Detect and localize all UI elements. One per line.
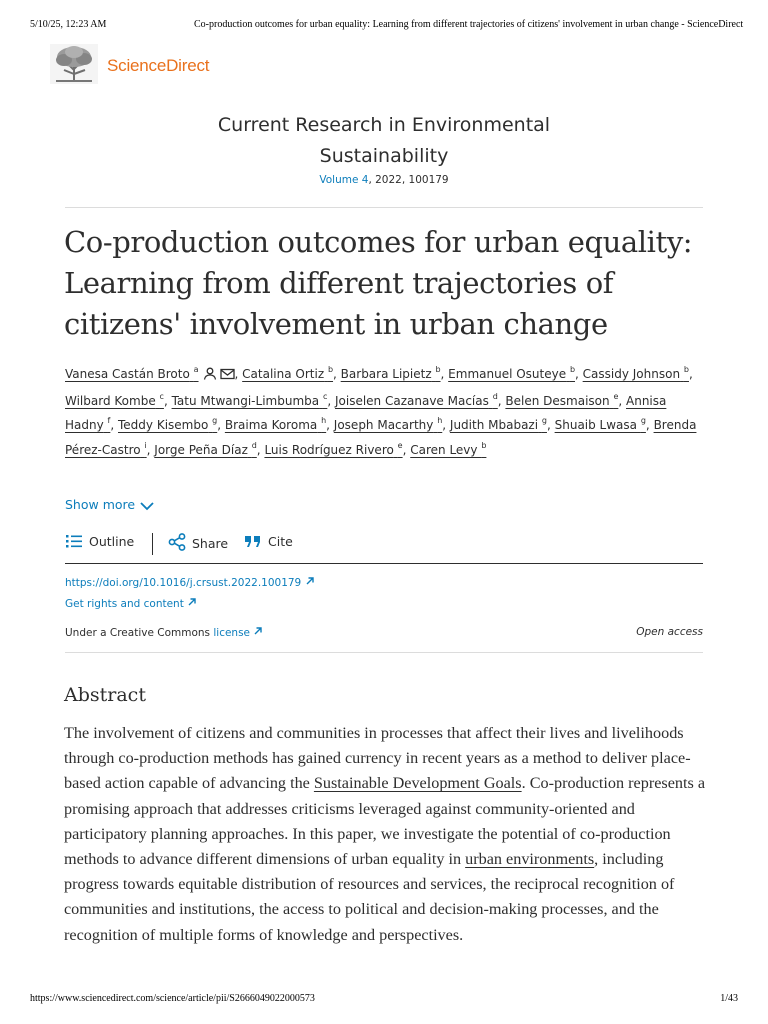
external-link-icon [253, 626, 263, 636]
divider [65, 207, 703, 208]
author-name: Braima Koroma [224, 418, 318, 432]
author-separator: , [440, 367, 449, 381]
urban-environments-link[interactable]: urban environments [465, 850, 595, 869]
author-separator: , [442, 418, 450, 432]
sdg-link[interactable]: Sustainable Development Goals [313, 774, 522, 793]
affiliation-marker: g [541, 416, 547, 425]
journal-title-line2: Sustainability [319, 145, 449, 167]
author-link[interactable] [334, 391, 498, 408]
author-separator: , [110, 418, 118, 432]
affiliation-marker: d [492, 391, 498, 401]
rights-text: Get rights and content [65, 598, 184, 610]
list-icon [65, 533, 83, 549]
print-page-number: 1/43 [720, 993, 738, 1004]
affiliation-marker: f [107, 416, 111, 425]
journal-title-line1: Current Research in Environmental [217, 114, 551, 136]
doi-text: https://doi.org/10.1016/j.crsust.2022.100179 [65, 577, 302, 589]
author-separator: , [256, 442, 265, 457]
license-prefix: Under a Creative Commons [65, 627, 214, 639]
print-header [30, 19, 742, 33]
author-link[interactable] [264, 440, 403, 457]
share-label: Share [192, 536, 229, 551]
abstract-heading: Abstract [64, 684, 146, 706]
author-name: Cassidy Johnson [582, 367, 681, 381]
toolbar-separator [152, 533, 153, 555]
doi-link[interactable] [65, 576, 315, 589]
show-more-button[interactable] [65, 497, 154, 512]
author-link[interactable] [341, 367, 441, 381]
affiliation-marker: g [212, 416, 218, 425]
license-info [65, 626, 263, 639]
author-link[interactable] [65, 391, 164, 408]
author-name: Vanesa Castán Broto [65, 367, 190, 381]
author-icons [199, 364, 235, 389]
author-separator: , [546, 418, 555, 432]
rights-link[interactable] [65, 597, 197, 610]
author-separator: , [402, 442, 411, 457]
chevron-down-icon [140, 501, 154, 511]
author-link[interactable] [242, 367, 333, 381]
author-name: Annisa Hadny [65, 393, 667, 432]
share-icon [168, 533, 186, 551]
author-separator: , [688, 367, 693, 381]
author-separator: , [163, 393, 172, 408]
volume-info [0, 174, 768, 186]
affiliation-marker: b [435, 365, 441, 374]
affiliation-marker: b [327, 365, 334, 374]
author-separator: , [575, 367, 583, 381]
author-link[interactable] [118, 418, 217, 432]
quote-icon [244, 533, 262, 549]
affiliation-marker: c [322, 391, 328, 401]
affiliation-marker: g [640, 416, 646, 425]
author-link[interactable] [154, 440, 257, 457]
author-separator: , [146, 442, 155, 457]
author-name: Barbara Lipietz [340, 367, 432, 381]
author-link[interactable] [171, 391, 328, 408]
author-link[interactable] [505, 391, 619, 408]
envelope-icon [220, 368, 235, 380]
author-link[interactable] [65, 367, 235, 381]
elsevier-tree-icon [50, 44, 98, 84]
author-separator: , [645, 418, 654, 432]
outline-button[interactable] [65, 533, 134, 549]
author-name: Emmanuel Osuteye [448, 367, 567, 381]
affiliation-marker: e [613, 391, 619, 401]
affiliation-marker: b [683, 365, 689, 374]
show-more-label: Show more [65, 497, 136, 512]
author-name: Brenda Pérez-Castro [65, 418, 697, 457]
author-name: Belen Desmaison [505, 393, 610, 408]
affiliation-marker: e [397, 440, 403, 450]
author-name: Wilbard Kombe [65, 393, 156, 408]
open-access-badge: Open access [636, 626, 703, 638]
author-name: Joseph Macarthy [333, 418, 434, 432]
author-separator: , [217, 418, 225, 432]
author-separator: , [618, 393, 626, 408]
affiliation-marker: b [569, 365, 576, 374]
author-separator: , [327, 393, 335, 408]
author-name: Judith Mbabazi [449, 418, 539, 432]
author-separator: , [326, 418, 334, 432]
author-name: Jorge Peña Díaz [154, 442, 248, 457]
license-link-label: license [213, 627, 251, 639]
affiliation-marker: d [251, 440, 257, 450]
print-page-title: Co-production outcomes for urban equality: Learning from different trajectories of citizens' involvement in urban change - ScienceDirect [194, 19, 744, 30]
volume-details: , 2022, 100179 [368, 174, 449, 186]
abstract-text-part: , including progress towards equitable distribution of resources and services, the reciprocal recognition of communities and institutions, the access to political and decision-making processes, and the recognition of multiple forms of knowledge and perspectives. [64, 850, 675, 944]
author-name: Caren Levy [410, 442, 478, 457]
author-link[interactable] [225, 418, 326, 432]
journal-title[interactable] [0, 110, 768, 172]
affiliation-marker: i [144, 440, 147, 450]
author-separator: , [333, 367, 341, 381]
outline-label: Outline [89, 534, 135, 549]
print-timestamp: 5/10/25, 12:23 AM [30, 19, 107, 30]
author-separator: , [234, 367, 243, 381]
author-link[interactable] [450, 418, 547, 432]
author-name: Catalina Ortiz [242, 367, 325, 381]
author-link[interactable] [410, 440, 487, 457]
author-name: Tatu Mtwangi-Limbumba [171, 393, 320, 408]
person-icon [203, 367, 217, 380]
external-link-icon [187, 597, 197, 607]
author-name: Joiselen Cazanave Macías [334, 393, 489, 408]
print-url: https://www.sciencedirect.com/science/article/pii/S2666049022000573 [30, 993, 315, 1004]
cite-button[interactable] [244, 533, 293, 549]
affiliation-marker: a [193, 365, 199, 374]
abstract-text [64, 721, 709, 948]
cite-label: Cite [268, 534, 293, 549]
affiliation-marker: h [321, 416, 327, 425]
affiliation-marker: b [481, 440, 487, 450]
abstract-text-part: . Co-production represents a promising approach that addresses criticisms leveraged against community-oriented and participatory planning approaches. In this paper, we investigate the potential of co-production methods to advance different dimensions of urban equality in [64, 774, 706, 869]
affiliation-marker: c [159, 391, 164, 401]
author-link[interactable] [334, 418, 442, 432]
author-link[interactable] [448, 367, 575, 381]
abstract-text-part: The involvement of citizens and communities in processes that affect their lives and livelihoods through co-production methods has gained currency in recent years as a method to deliver place-based action capable of advancing the [64, 724, 691, 793]
article-title: Co-production outcomes for urban equality: Learning from different trajectories of citizens' involvement in urban change [64, 225, 693, 341]
author-separator: , [497, 393, 506, 408]
author-list [65, 362, 705, 462]
divider [65, 652, 703, 653]
brand-name: ScienceDirect [107, 56, 210, 75]
license-link[interactable] [213, 627, 263, 639]
toolbar-rule [65, 563, 703, 564]
author-name: Teddy Kisembo [118, 418, 209, 432]
author-link[interactable] [583, 367, 689, 381]
author-name: Shuaib Lwasa [554, 418, 638, 432]
author-name: Luis Rodríguez Rivero [264, 442, 394, 457]
affiliation-marker: h [437, 416, 443, 425]
share-button[interactable] [168, 533, 228, 551]
external-link-icon [305, 576, 315, 586]
volume-link[interactable]: Volume 4 [319, 174, 369, 186]
author-link[interactable] [555, 418, 646, 432]
